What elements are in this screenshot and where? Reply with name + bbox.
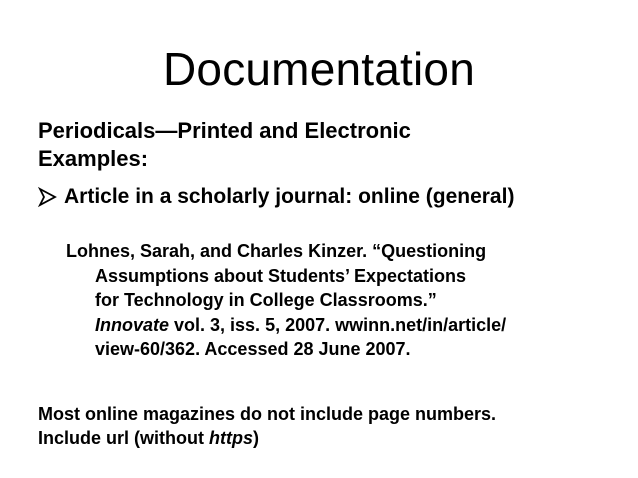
- bullet-item: [38, 183, 628, 211]
- bullet-text: Article in a scholarly journal: online (general): [64, 185, 515, 208]
- slide-title: Documentation: [163, 43, 475, 95]
- heading-line-2: Examples:: [38, 146, 149, 171]
- citation-example: [66, 239, 626, 362]
- citation-line-4: [66, 313, 626, 338]
- note-line-2-after: ): [252, 428, 259, 448]
- arrow-bullet-icon: [38, 186, 58, 208]
- citation-line-1: Lohnes, Sarah, and Charles Kinzer. “Questioning: [66, 241, 487, 261]
- note-https: https: [208, 428, 253, 448]
- note-text: [38, 402, 628, 450]
- citation-line-3: for Technology in College Classrooms.”: [95, 290, 437, 310]
- citation-line-5: view-60/362. Accessed 28 June 2007.: [95, 339, 411, 359]
- note-line-2: [38, 426, 628, 450]
- note-line-1: Most online magazines do not include page numbers.: [38, 404, 497, 424]
- citation-line-2: Assumptions about Students’ Expectations: [95, 265, 467, 286]
- note-line-2-before: Include url (without: [38, 428, 209, 448]
- journal-title: Innovate: [95, 314, 170, 335]
- citation-line-4-rest: vol. 3, iss. 5, 2007. wwinn.net/in/article/: [169, 314, 507, 335]
- section-heading: [38, 117, 618, 173]
- heading-line-1: Periodicals—Printed and Electronic: [38, 118, 411, 143]
